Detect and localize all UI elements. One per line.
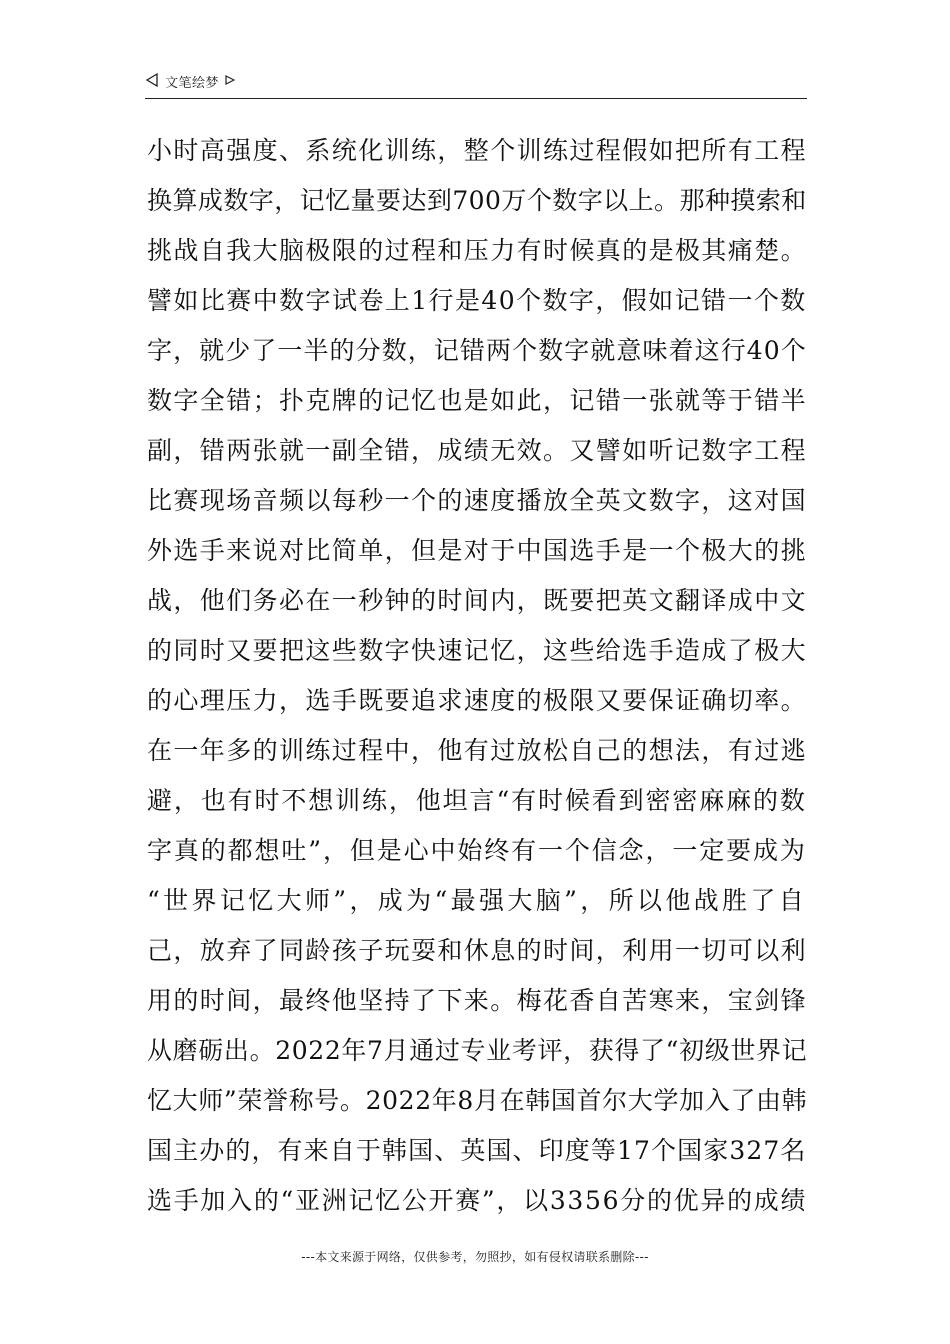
header-content xyxy=(145,72,235,91)
body-line: 比赛现场音频以每秒一个的速度播放全英文数字，这对国 xyxy=(147,486,807,515)
body-line: 战，他们务必在一秒钟的时间内，既要把英文翻译成中文 xyxy=(147,586,807,615)
body-line: 用的时间，最终他坚持了下来。梅花香自苦寒来，宝剑锋 xyxy=(147,986,807,1015)
body-line: 从磨砺出。2022年7月通过专业考评，获得了“初级世界记 xyxy=(147,1036,807,1065)
body-line: 字，就少了一半的分数，记错两个数字就意味着这行40个 xyxy=(147,336,807,365)
body-line: 的同时又要把这些数字快速记忆，这些给选手造成了极大 xyxy=(147,636,807,665)
body-text xyxy=(147,126,807,1226)
body-line: 换算成数字，记忆量要达到700万个数字以上。那种摸索和 xyxy=(147,186,807,215)
triangle-right-icon xyxy=(225,74,235,89)
body-line: 己，放弃了同龄孩子玩耍和休息的时间，利用一切可以利 xyxy=(147,936,807,965)
page-footer: ---本文来源于网络，仅供参考，勿照抄，如有侵权请联系删除--- xyxy=(301,1250,649,1264)
body-line: 副，错两张就一副全错，成绩无效。又譬如听记数字工程 xyxy=(147,436,807,465)
body-line: 外选手来说对比简单，但是对于中国选手是一个极大的挑 xyxy=(147,536,807,565)
body-line: 避，也有时不想训练，他坦言“有时候看到密密麻麻的数 xyxy=(147,786,807,815)
body-line: 在一年多的训练过程中，他有过放松自己的想法，有过逃 xyxy=(147,736,807,765)
body-line: 的心理压力，选手既要追求速度的极限又要保证确切率。 xyxy=(147,686,807,715)
body-line: 选手加入的“亚洲记忆公开赛”，以3356分的优异的成绩 xyxy=(147,1186,807,1215)
body-line: 挑战自我大脑极限的过程和压力有时候真的是极其痛楚。 xyxy=(147,236,807,265)
body-line: “世界记忆大师”，成为“最强大脑”，所以他战胜了自 xyxy=(147,886,807,915)
triangle-left-icon xyxy=(145,73,159,91)
body-line: 譬如比赛中数字试卷上1行是40个数字，假如记错一个数 xyxy=(147,286,807,315)
body-line: 数字全错；扑克牌的记忆也是如此，记错一张就等于错半 xyxy=(147,386,807,415)
body-line: 忆大师”荣誉称号。2022年8月在韩国首尔大学加入了由韩 xyxy=(147,1086,807,1115)
body-line: 小时高强度、系统化训练，整个训练过程假如把所有工程 xyxy=(147,136,807,165)
header-title: 文笔绘梦 xyxy=(165,76,220,91)
body-line: 字真的都想吐”，但是心中始终有一个信念，一定要成为 xyxy=(147,836,807,865)
body-line: 国主办的，有来自于韩国、英国、印度等17个国家327名 xyxy=(147,1136,807,1165)
page-header xyxy=(145,70,807,99)
